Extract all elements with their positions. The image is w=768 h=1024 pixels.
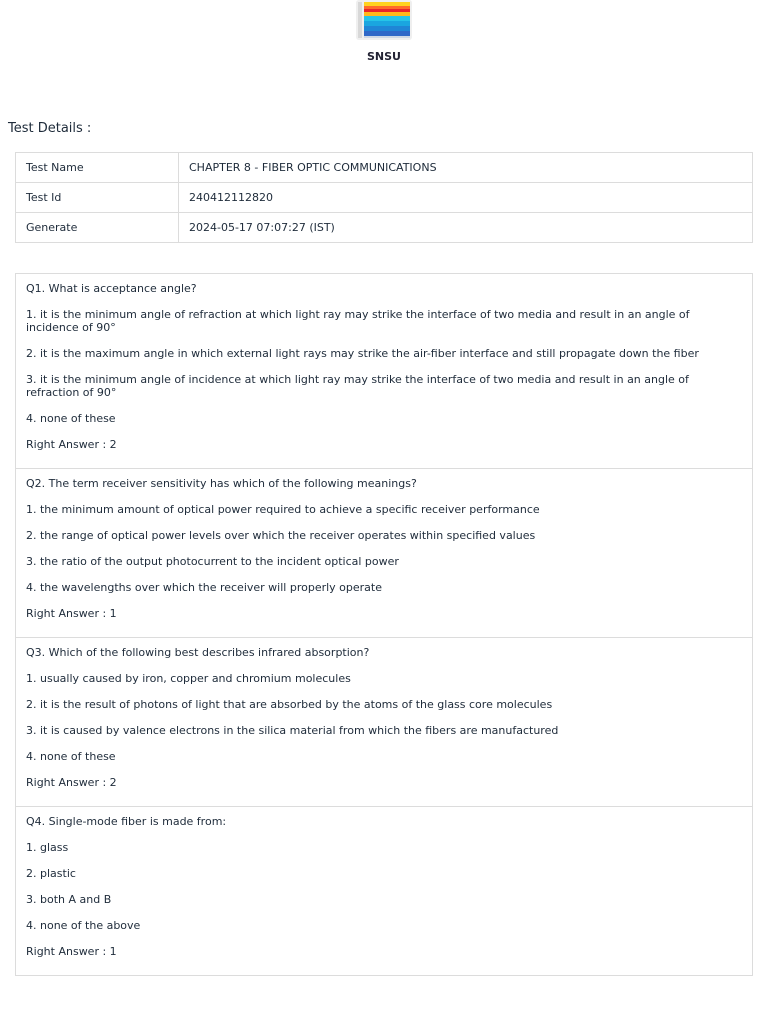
detail-value: 240412112820 — [179, 183, 753, 213]
right-answer: Right Answer : 2 — [26, 438, 117, 451]
question-option: 4. the wavelengths over which the receiver will properly operate — [26, 581, 382, 594]
question-option: 4. none of the above — [26, 919, 141, 932]
question-text: Q2. The term receiver sensitivity has which of the following meanings? — [26, 477, 417, 490]
question-option: 2. it is the result of photons of light that are absorbed by the atoms of the glass core molecules — [26, 698, 553, 711]
question-option: 1. usually caused by iron, copper and chromium molecules — [26, 672, 351, 685]
question-option: 3. the ratio of the output photocurrent to the incident optical power — [26, 555, 399, 568]
table-row — [16, 183, 753, 213]
right-answer: Right Answer : 1 — [26, 607, 117, 620]
question-option: 4. none of these — [26, 412, 116, 425]
table-row — [16, 213, 753, 243]
question-block — [16, 469, 752, 638]
detail-key: Test Name — [16, 153, 179, 183]
question-option: 2. the range of optical power levels over which the receiver operates within specified values — [26, 529, 536, 542]
question-option: 4. none of these — [26, 750, 116, 763]
question-option: 3. it is the minimum angle of incidence at which light ray may strike the interface of two media and result in an angle of refraction of 90° — [26, 373, 689, 399]
table-row — [16, 153, 753, 183]
question-block — [16, 274, 752, 469]
questions-list — [15, 273, 753, 976]
detail-value: CHAPTER 8 - FIBER OPTIC COMMUNICATIONS — [179, 153, 753, 183]
detail-key: Test Id — [16, 183, 179, 213]
question-text: Q4. Single-mode fiber is made from: — [26, 815, 227, 828]
question-text: Q3. Which of the following best describes infrared absorption? — [26, 646, 370, 659]
test-details-table — [15, 152, 753, 243]
question-text: Q1. What is acceptance angle? — [26, 282, 197, 295]
logo-icon — [356, 0, 412, 40]
detail-key: Generate — [16, 213, 179, 243]
question-option: 1. it is the minimum angle of refraction at which light ray may strike the interface of two media and result in an angle of incidence of 90° — [26, 308, 690, 334]
org-name: SNSU — [367, 50, 401, 63]
right-answer: Right Answer : 1 — [26, 945, 117, 958]
question-option: 1. glass — [26, 841, 69, 854]
question-option: 3. both A and B — [26, 893, 112, 906]
question-block — [16, 807, 752, 976]
question-option: 2. plastic — [26, 867, 76, 880]
question-option: 3. it is caused by valence electrons in the silica material from which the fibers are manufactured — [26, 724, 559, 737]
question-option: 1. the minimum amount of optical power required to achieve a specific receiver performance — [26, 503, 540, 516]
detail-value: 2024-05-17 07:07:27 (IST) — [179, 213, 753, 243]
question-option: 2. it is the maximum angle in which external light rays may strike the air-fiber interface and still propagate down the fiber — [26, 347, 699, 360]
right-answer: Right Answer : 2 — [26, 776, 117, 789]
question-block — [16, 638, 752, 807]
test-details-title: Test Details : — [8, 121, 92, 136]
